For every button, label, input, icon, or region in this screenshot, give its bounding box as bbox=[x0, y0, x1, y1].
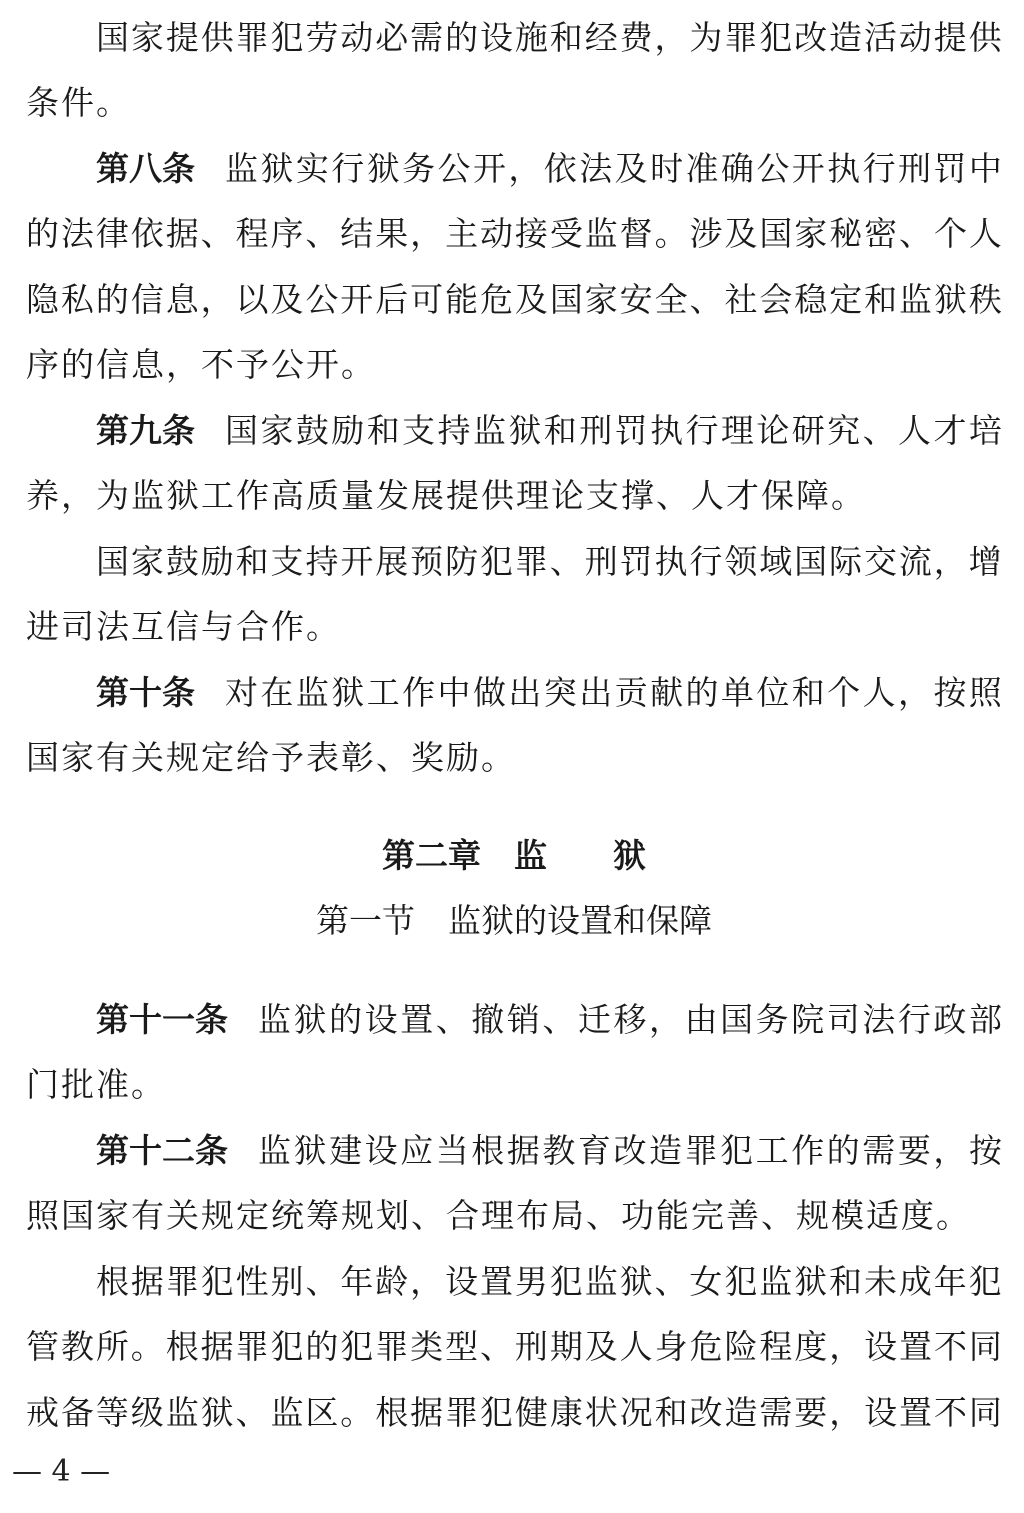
line-text: 戒 备 等 级 监 狱 、 监 区 。 根 据 罪 犯 健 康 状 况 和 改 造 需 要 ， 设 置 不 同 bbox=[26, 1393, 1002, 1432]
article-label: 第八条 bbox=[96, 149, 195, 188]
line-text: 管 教 所 。 根 据 罪 犯 的 犯 罪 类 型 、 刑 期 及 人 身 危 险 程 度 ， 设 置 不 同 bbox=[26, 1327, 1002, 1366]
text-line bbox=[26, 275, 1002, 325]
line-text: 根 据 罪 犯 性 别 、 年 龄 ， 设 置 男 犯 监 狱 、 女 犯 监 狱 和 未 成 年 犯 bbox=[96, 1262, 1002, 1301]
text-line bbox=[26, 78, 1002, 128]
text-line bbox=[26, 602, 1002, 652]
text-line bbox=[96, 537, 1002, 587]
text-line bbox=[96, 13, 1002, 63]
line-text: 对 在 监 狱 工 作 中 做 出 突 出 贡 献 的 单 位 和 个 人 ， 按 照 bbox=[225, 673, 1002, 712]
line-text: 国家有关规定给予表彰、奖励。 bbox=[26, 738, 516, 777]
text-line bbox=[26, 1388, 1002, 1438]
line-text: 进司法互信与合作。 bbox=[26, 607, 341, 646]
text-line bbox=[26, 733, 1002, 783]
line-text: 监 狱 的 设 置 、 撤 销 、 迁 移 ， 由 国 务 院 司 法 行 政 部 bbox=[258, 1000, 1002, 1039]
line-text: 监 狱 实 行 狱 务 公 开 ， 依 法 及 时 准 确 公 开 执 行 刑 罚 中 bbox=[225, 149, 1002, 188]
text-line bbox=[96, 1126, 1002, 1176]
line-text: 国 家 鼓 励 和 支 持 开 展 预 防 犯 罪 、 刑 罚 执 行 领 域 国 际 交 流 ， 增 bbox=[96, 542, 1002, 581]
line-text: 门批准。 bbox=[26, 1065, 166, 1104]
line-text: 监 狱 建 设 应 当 根 据 教 育 改 造 罪 犯 工 作 的 需 要 ， 按 bbox=[258, 1131, 1002, 1170]
article-label: 第十二条 bbox=[96, 1131, 228, 1170]
text-line bbox=[96, 995, 1002, 1045]
line-text: 的 法 律 依 据 、 程 序 、 结 果 ， 主 动 接 受 监 督 。 涉 及 国 家 秘 密 、 个 人 bbox=[26, 214, 1002, 253]
line-text: 条件。 bbox=[26, 83, 131, 122]
line-text: 国 家 提 供 罪 犯 劳 动 必 需 的 设 施 和 经 费 ， 为 罪 犯 改 造 活 动 提 供 bbox=[96, 18, 1002, 57]
article-label: 第九条 bbox=[96, 411, 195, 450]
line-text: 养，为监狱工作高质量发展提供理论支撑、人才保障。 bbox=[26, 476, 866, 515]
article-label: 第十一条 bbox=[96, 1000, 228, 1039]
line-text: 国 家 鼓 励 和 支 持 监 狱 和 刑 罚 执 行 理 论 研 究 、 人 才 培 bbox=[225, 411, 1002, 450]
text-line bbox=[96, 144, 1002, 194]
page-number: — 4 — bbox=[12, 1454, 111, 1489]
article-label: 第十条 bbox=[96, 673, 195, 712]
text-line bbox=[26, 209, 1002, 259]
text-line bbox=[96, 406, 1002, 456]
text-line bbox=[26, 1191, 1002, 1241]
text-line bbox=[26, 1060, 1002, 1110]
section-title: 第一节 监狱的设置和保障 bbox=[316, 901, 712, 940]
line-text: 序的信息，不予公开。 bbox=[26, 345, 376, 384]
chapter-title: 第二章 监 狱 bbox=[382, 836, 646, 875]
line-text: 照国家有关规定统筹规划、合理布局、功能完善、规模适度。 bbox=[26, 1196, 971, 1235]
text-line bbox=[96, 668, 1002, 718]
text-line bbox=[26, 1322, 1002, 1372]
text-line bbox=[26, 340, 1002, 390]
line-text: 隐 私 的 信 息 ， 以 及 公 开 后 可 能 危 及 国 家 安 全 、 社 会 稳 定 和 监 狱 秩 bbox=[26, 280, 1002, 319]
text-line bbox=[26, 471, 1002, 521]
document-page bbox=[26, 0, 1002, 1513]
text-line bbox=[96, 1257, 1002, 1307]
